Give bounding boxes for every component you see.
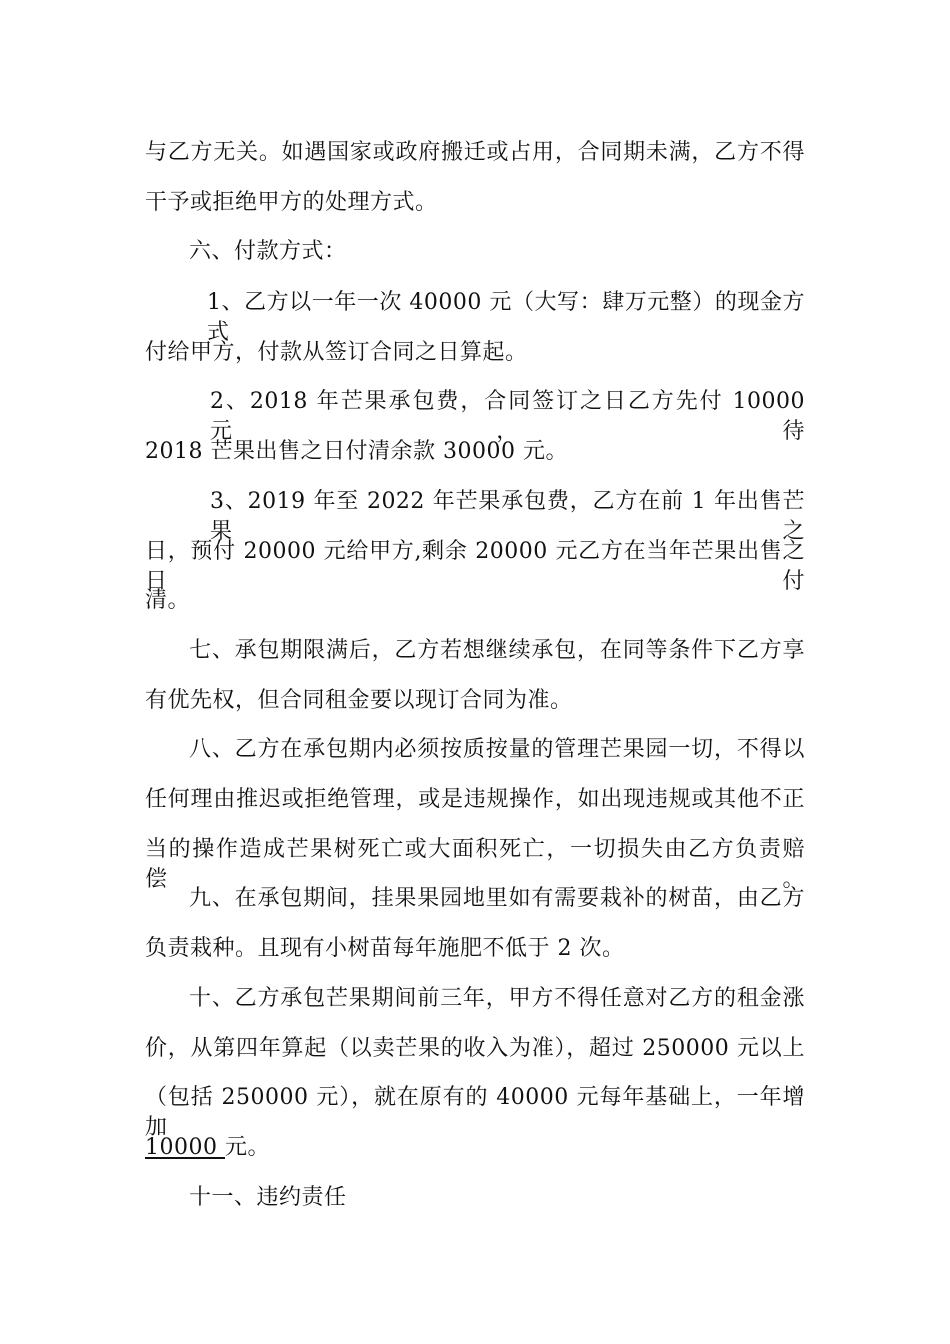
paragraph-line: 付给甲方，付款从签订合同之日算起。	[145, 340, 528, 365]
paragraph-line: 清。	[145, 588, 191, 613]
paragraph-line: 八、乙方在承包期内必须按质按量的管理芒果园一切，不得以	[189, 737, 805, 762]
paragraph-line: 价，从第四年算起（以卖芒果的收入为准），超过 250000 元以上	[145, 1036, 805, 1061]
paragraph-line: （包括 250000 元），就在原有的 40000 元每年基础上，一年增加	[145, 1085, 805, 1140]
paragraph-line: 有优先权，但合同租金要以现订合同为准。	[145, 688, 573, 713]
paragraph-line: 九、在承包期间，挂果果园地里如有需要栽补的树苗，由乙方	[189, 886, 805, 911]
paragraph-line: 日，预付 20000 元给甲方,剩余 20000 元乙方在当年芒果出售之日付	[145, 539, 805, 594]
paragraph-line: 十、乙方承包芒果期间前三年，甲方不得任意对乙方的租金涨	[189, 986, 805, 1011]
paragraph-line: 2018 芒果出售之日付清余款 30000 元。	[145, 439, 568, 464]
paragraph-line: 干予或拒绝甲方的处理方式。	[145, 190, 438, 215]
section-heading-breach: 十一、违约责任	[189, 1185, 347, 1210]
amount-unit: 元。	[224, 1135, 270, 1160]
paragraph-line: 3、2019 年至 2022 年芒果承包费，乙方在前 1 年出售芒果之	[210, 489, 805, 544]
paragraph-line: 与乙方无关。如遇国家或政府搬迁或占用，合同期未满，乙方不得	[145, 140, 805, 165]
paragraph-line	[145, 1133, 270, 1163]
paragraph-line: 七、承包期限满后，乙方若想继续承包，在同等条件下乙方享	[189, 638, 805, 663]
underlined-amount: 10000	[145, 1135, 225, 1160]
paragraph-line: 2、2018 年芒果承包费，合同签订之日乙方先付 10000 元，待	[210, 389, 805, 444]
paragraph-line: 负责栽种。且现有小树苗每年施肥不低于 2 次。	[145, 936, 625, 961]
paragraph-line: 1、乙方以一年一次 40000 元（大写：肆万元整）的现金方式	[207, 290, 805, 345]
paragraph-line: 任何理由推迟或拒绝管理，或是违规操作，如出现违规或其他不正	[145, 787, 805, 812]
paragraph-line: 当的操作造成芒果树死亡或大面积死亡，一切损失由乙方负责赔偿。	[145, 837, 805, 892]
section-heading-payment: 六、付款方式：	[189, 239, 347, 264]
